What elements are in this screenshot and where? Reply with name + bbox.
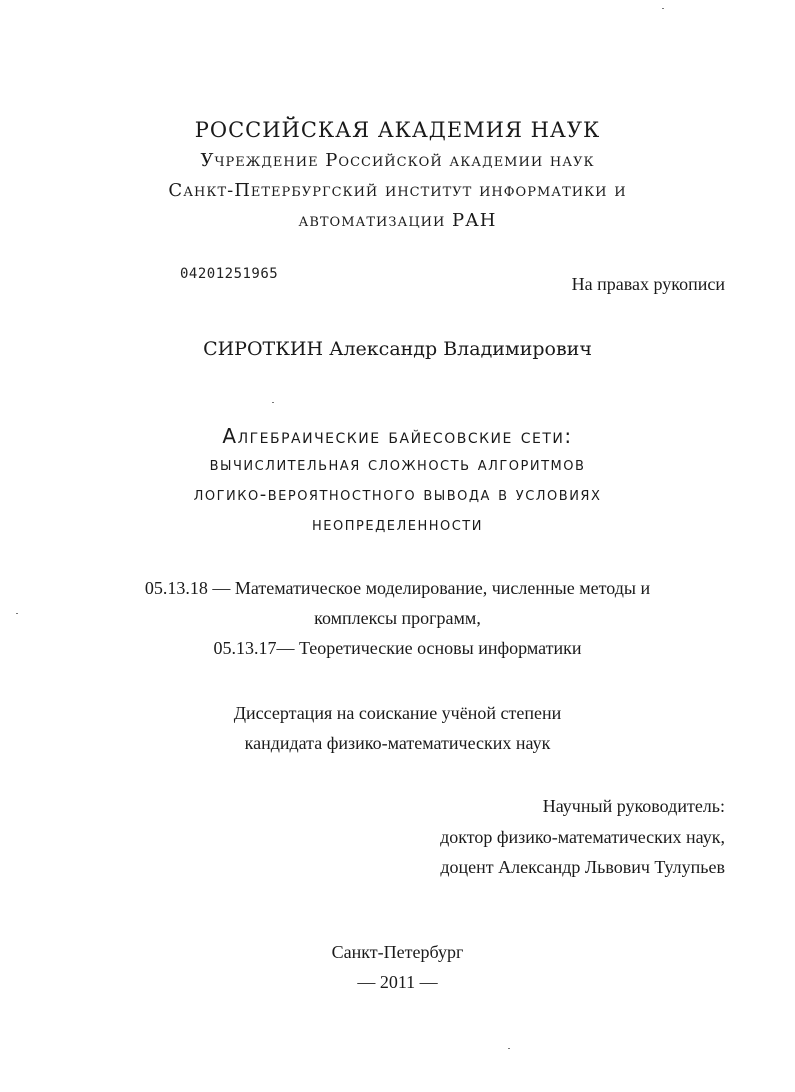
specialty-line-1: 05.13.18 — Математическое моделирование, численные методы и [144,578,651,598]
degree-line-2: кандидата физико-математических наук [244,733,551,753]
degree-line-1: Диссертация на соискание учёной степени [233,703,562,723]
organization-line-3: Санкт-Петербургский институт информатики и [168,180,627,201]
advisor-name: доцент Александр Львович Тулупьев [440,857,725,877]
scan-speck [272,402,274,403]
scan-speck [16,613,18,614]
thesis-title-line-3: логико-вероятностного вывода в условиях [193,484,602,505]
thesis-title-line-1: Алгебраические байесовские сети: [222,424,573,448]
advisor-degree: доктор физико-математических наук, [440,827,725,847]
specialty-line-3: 05.13.17— Теоретические основы информатики [213,638,582,658]
catalog-number: 04201251965 [180,266,279,282]
organization-line-1: РОССИЙСКАЯ АКАДЕМИЯ НАУК [194,118,601,142]
advisor-label: Научный руководитель: [542,796,725,816]
year: — 2011 — [357,972,438,992]
scan-speck [508,1048,510,1049]
specialty-line-2: комплексы программ, [314,608,481,628]
thesis-title-line-4: неопределенности [312,514,483,535]
thesis-title-line-2: вычислительная сложность алгоритмов [209,454,586,475]
rights-note: На правах рукописи [571,274,725,294]
organization-line-2: Учреждение Российской академии наук [200,150,595,171]
scan-speck [662,8,664,9]
city: Санкт-Петербург [331,942,464,962]
organization-line-4: автоматизации РАН [298,210,497,231]
author-name: СИРОТКИН Александр Владимирович [203,338,592,360]
